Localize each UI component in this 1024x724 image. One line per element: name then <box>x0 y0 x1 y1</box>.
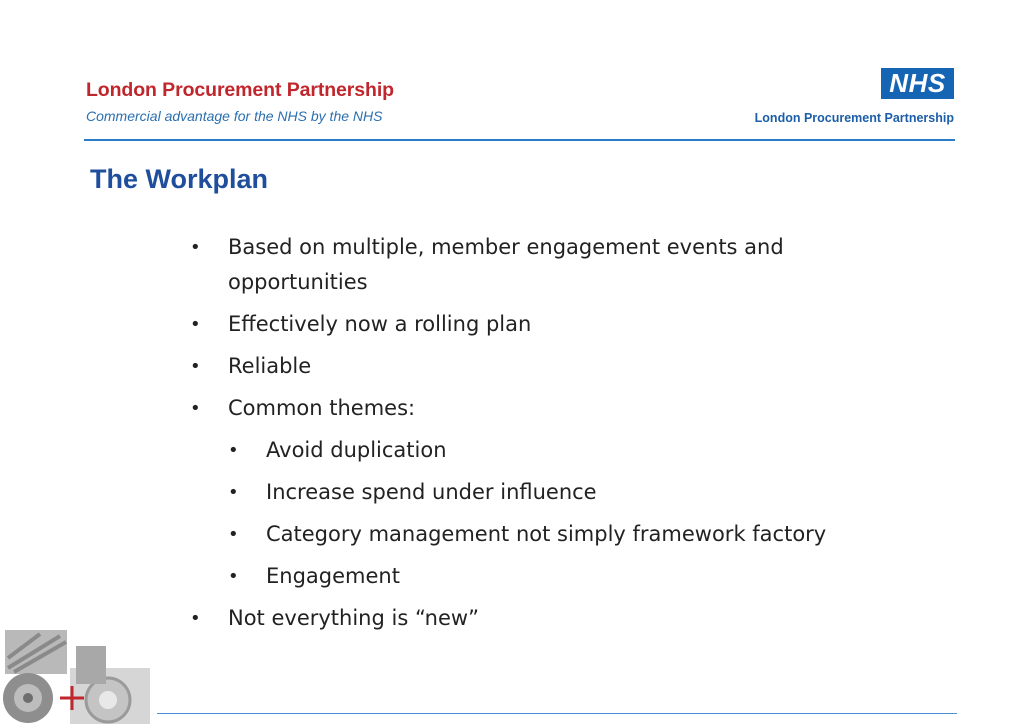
bullet-item <box>190 307 910 342</box>
header-divider <box>84 139 955 141</box>
bullet-item <box>190 230 910 300</box>
bullet-item <box>190 391 910 426</box>
photo-collage <box>0 628 152 724</box>
bullet-icon: • <box>190 356 201 377</box>
sub-bullet-item <box>228 559 910 594</box>
bullet-text: Common themes: <box>228 396 416 420</box>
bullet-text: Reliable <box>228 354 312 378</box>
bullet-text: Not everything is “new” <box>228 606 479 630</box>
bullet-icon: • <box>228 524 239 545</box>
bullet-icon: • <box>190 314 201 335</box>
org-title: London Procurement Partnership <box>86 79 394 101</box>
bullet-text: Effectively now a rolling plan <box>228 312 532 336</box>
nhs-logo: NHS <box>881 68 954 99</box>
nhs-subtitle: London Procurement Partnership <box>754 111 954 125</box>
bullet-text: Engagement <box>266 564 400 588</box>
org-tagline: Commercial advantage for the NHS by the NHS <box>86 108 383 124</box>
bullet-icon: • <box>190 398 201 419</box>
slide-title: The Workplan <box>90 164 269 194</box>
bullet-icon: • <box>190 608 201 629</box>
sub-bullet-item <box>228 475 910 510</box>
bullet-list <box>190 230 910 643</box>
bullet-text: Category management not simply framework factory <box>266 522 827 546</box>
bullet-text: Avoid duplication <box>266 438 447 462</box>
sub-bullet-item <box>228 433 910 468</box>
bullet-icon: • <box>228 566 239 587</box>
bullet-text: Increase spend under influence <box>266 480 597 504</box>
sub-bullet-item <box>228 517 910 552</box>
bullet-icon: • <box>228 440 239 461</box>
bullet-icon: • <box>190 237 201 258</box>
bullet-item <box>190 601 910 636</box>
footer-divider <box>157 713 957 714</box>
bullet-text: Based on multiple, member engagement events and opportunities <box>228 235 784 294</box>
bullet-icon: • <box>228 482 239 503</box>
bullet-item <box>190 349 910 384</box>
